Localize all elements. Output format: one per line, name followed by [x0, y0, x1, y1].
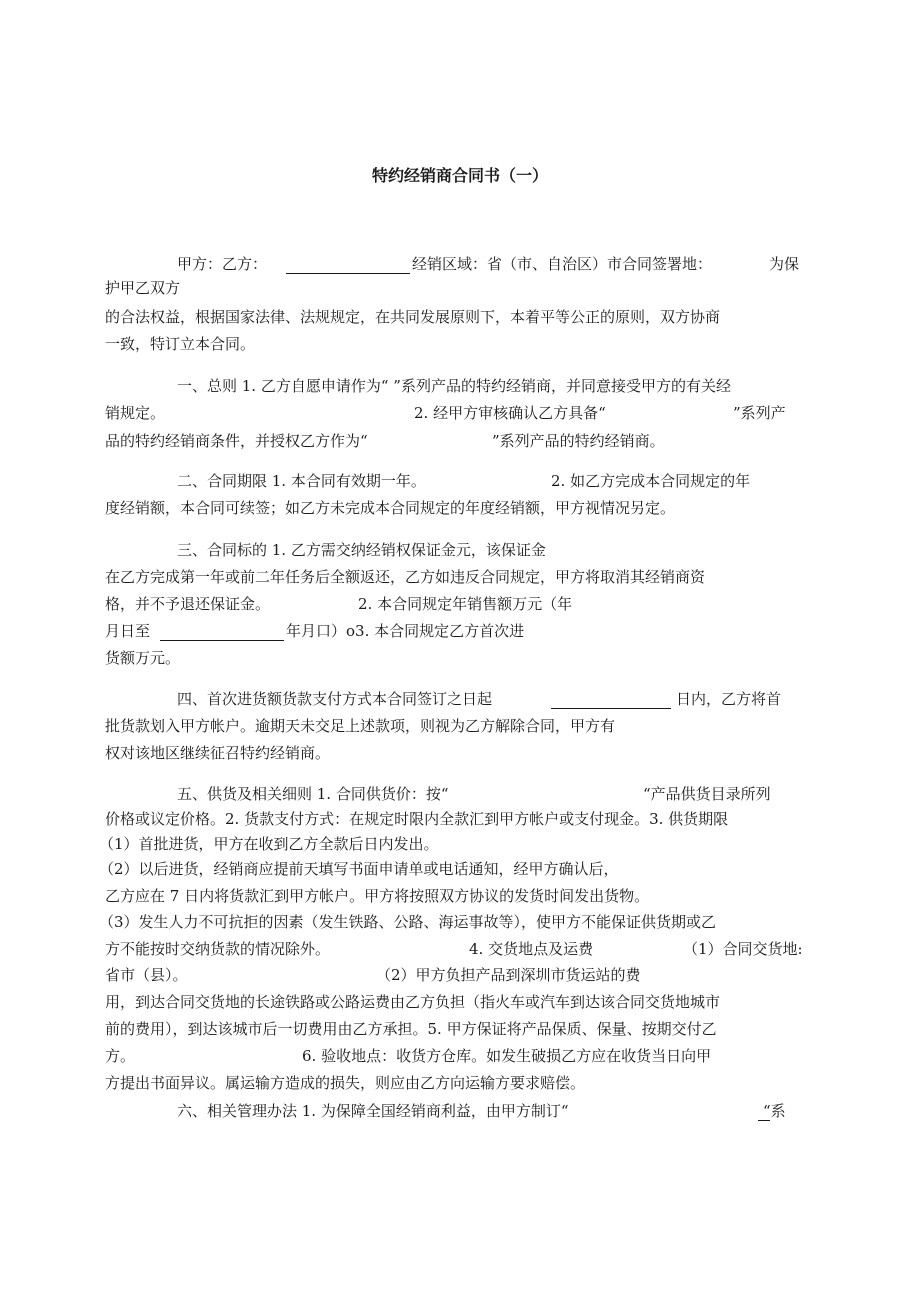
- text-line: 月日至: [105, 622, 151, 640]
- text-line: 乙方应在 7 日内将货款汇到甲方帐户。甲方将按照双方协议的发货时间发出货物。: [105, 887, 650, 905]
- text-line: 方提出书面异议。属运输方造成的损失，则应由乙方向运输方要求赔偿。: [105, 1074, 586, 1092]
- text-line: 一致，特订立本合同。: [105, 335, 256, 353]
- text-line: 一、总则 1. 乙方自愿申请作为“ ”系列产品的特约经销商，并同意接受甲方的有关经: [177, 377, 731, 395]
- text-line: 为保: [769, 255, 800, 273]
- text-line: 用，到达合同交货地的长途铁路或公路运费由乙方负担（指火车或汽车到达该合同交货地城市: [105, 993, 721, 1011]
- text-line: 品的特约经销商条件，并授权乙方作为“: [105, 432, 368, 450]
- blank-underline: [551, 693, 671, 709]
- text-line: （1）合同交货地:: [683, 940, 803, 958]
- text-line: （2）甲方负担产品到深圳市货运站的费: [376, 966, 641, 984]
- text-line: 2. 如乙方完成本合同规定的年: [551, 472, 751, 490]
- text-line: （2）以后进货，经销商应提前天填写书面申请单或电话通知，经甲方确认后，: [99, 860, 619, 878]
- text-line: 方不能按时交纳货款的情况除外。: [105, 940, 331, 958]
- document-title: 特约经销商合同书（一）: [371, 166, 548, 185]
- text-line: 2. 经甲方审核确认乙方具备“: [414, 404, 606, 422]
- text-line: 销规定。: [105, 404, 166, 422]
- text-line: 年月口）o3. 本合同规定乙方首次进: [286, 622, 525, 640]
- text-line: 二、合同期限 1. 本合同有效期一年。: [177, 472, 426, 490]
- text-line: 货额万元。: [105, 649, 181, 667]
- text-line: “系: [763, 1102, 786, 1120]
- text-line: 权对该地区继续征召特约经销商。: [105, 744, 331, 762]
- text-line: 前的费用），到达该城市后一切费用由乙方承担。5. 甲方保证将产品保质、保量、按期交付乙: [105, 1020, 717, 1038]
- text-line: 日内，乙方将首: [676, 690, 782, 708]
- text-line: 批货款划入甲方帐户。逾期天未交足上述款项，则视为乙方解除合同，甲方有: [105, 717, 616, 735]
- text-line: 6. 验收地点：收货方仓库。如发生破损乙方应在收货当日向甲: [302, 1047, 712, 1065]
- text-line: ”系列产: [733, 404, 786, 422]
- text-line: 度经销额，本合同可续签；如乙方未完成本合同规定的年度经销额，甲方视情况另定。: [105, 499, 676, 517]
- text-line: （1）首批进货，甲方在收到乙方全款后日内发出。: [99, 835, 439, 853]
- text-line: 省市（县）。: [105, 966, 188, 984]
- text-line: ”系列产品的特约经销商。: [492, 432, 665, 450]
- text-line: 2. 本合同规定年销售额万元（年: [358, 595, 573, 613]
- text-line: 在乙方完成第一年或前二年任务后全额返还，乙方如违反合同规定，甲方将取消其经销商资: [105, 568, 706, 586]
- text-line: 方。: [105, 1047, 136, 1065]
- text-line: 4. 交货地点及运费: [469, 940, 594, 958]
- text-line: 甲方：乙方：: [177, 255, 268, 273]
- text-line: 护甲乙双方: [105, 279, 181, 297]
- text-line: 经销区域：省（市、自治区）市合同签署地：: [412, 255, 713, 273]
- blank-underline: [160, 625, 284, 641]
- blank-underline: [286, 258, 410, 274]
- text-line: 六、相关管理办法 1. 为保障全国经销商利益，由甲方制订“: [177, 1102, 569, 1120]
- text-line: 价格或议定价格。2. 货款支付方式：在规定时限内全款汇到甲方帐户或支付现金。3. 供货期限: [105, 810, 729, 828]
- text-line: 的合法权益，根据国家法律、法规规定，在共同发展原则下，本着平等公正的原则，双方协商: [105, 308, 721, 326]
- text-line: 五、供货及相关细则 1. 合同供货价：按“: [177, 785, 449, 803]
- text-line: 格，并不予退还保证金。: [105, 595, 271, 613]
- text-line: （3）发生人力不可抗拒的因素（发生铁路、公路、海运事故等），使甲方不能保证供货期或乙: [99, 913, 717, 931]
- text-line: 三、合同标的 1. 乙方需交纳经销权保证金元，该保证金: [177, 541, 546, 559]
- text-line: “产品供货目录所列: [643, 785, 771, 803]
- text-line: 四、首次进货额货款支付方式本合同签订之日起: [177, 690, 493, 708]
